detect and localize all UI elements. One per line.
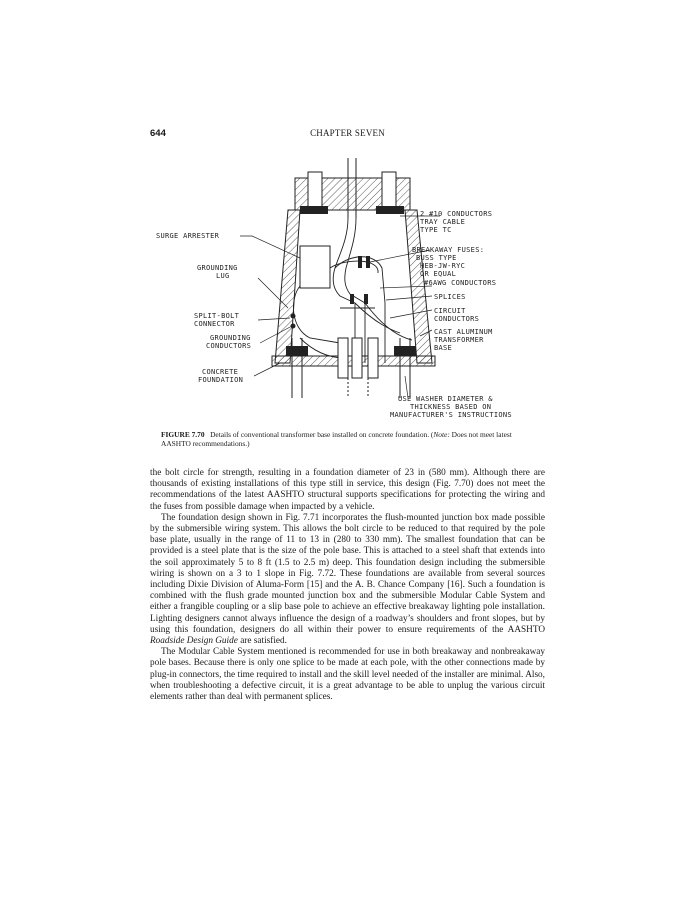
caption-label: FIGURE 7.70 (161, 430, 205, 439)
caption-note-label: Note: (433, 430, 450, 439)
label-tray-cable-1: 2 #10 CONDUCTORS (420, 210, 493, 218)
label-fuses-2: BUSS TYPE (416, 254, 457, 262)
label-grounding-lug-2: LUG (216, 272, 230, 280)
paragraph-2 (150, 513, 545, 647)
surge-arrester (300, 246, 330, 288)
label-fuses-4: OR EQUAL (420, 270, 457, 278)
label-awg-conductors: #6AWG CONDUCTORS (424, 279, 497, 287)
label-split-bolt-2: CONNECTOR (194, 320, 235, 328)
paragraph-2-part-1: The foundation design shown in Fig. 7.71 incorporates the flush-mounted junction box made possible by the submersible wiring system. This allows the bolt circle to be reduced to that required by the pole base plate, usually in the range of 11 to 13 in (280 to 330 mm). The smallest foundation that can be provided is a steel plate that is the size of the pole base. This is attached to a steel shaft that extends into the soil approximately 5 to 8 ft (1.5 to 2.5 m) deep. This foundation design including the submersible wiring is shown on a 3 to 1 slope in Fig. 7.72. These foundations are available from several sources including Dixie Division of Aluma-Form [15] and the A. B. Chance Company [16]. Such a foundation is combined with the flush grade mounted junction box and the submersible Modular Cable System and either a frangible coupling or a slip base pole to achieve an effective breakaway lighting pole installation. Lighting designers cannot always influence the design of a roadway’s shoulders and front slopes, but by using this foundation, designers do all within their power to ensure requirements of the AASHTO (150, 512, 545, 635)
label-transformer-base-1: CAST ALUMINUM (434, 328, 493, 336)
label-washer-2: THICKNESS BASED ON (410, 403, 492, 411)
foundation-bolts (286, 338, 416, 398)
pole-cap (295, 158, 410, 218)
label-split-bolt-1: SPLIT-BOLT (194, 312, 240, 320)
label-grounding-conductors-2: CONDUCTORS (206, 342, 252, 350)
page-header (150, 128, 545, 142)
transformer-base-diagram (150, 158, 540, 428)
caption-text: Details of conventional transformer base installed on concrete foundation. ( (210, 430, 434, 439)
body-text (150, 468, 545, 703)
label-circuit-conductors-2: CONDUCTORS (434, 315, 480, 323)
label-fuses-3: HEB-JW-RYC (420, 262, 466, 270)
paragraph-1: the bolt circle for strength, resulting in a foundation diameter of 23 in (580 mm). Although there are thousands of existing installations of this type still in service, this design (Fig. 7.70) does not meet the recommendations of the latest AASHTO structural supports specifications for protecting the wiring and the fuses from possible damage when impacted by a vehicle. (150, 468, 545, 512)
label-fuses-1: BREAKAWAY FUSES: (412, 246, 485, 254)
label-tray-cable-2: TRAY CABLE (420, 218, 466, 226)
caption-note-text: Does not meet latest AASHTO recommendations.) (161, 430, 512, 449)
figure-transformer-base (150, 158, 540, 428)
label-transformer-base-3: BASE (434, 344, 453, 352)
page-number: 644 (150, 128, 166, 139)
label-surge-arrester: SURGE ARRESTER (156, 232, 220, 240)
label-grounding-lug-1: GROUNDING (197, 264, 238, 272)
label-circuit-conductors-1: CIRCUIT (434, 307, 466, 315)
conduits (338, 338, 378, 398)
label-transformer-base-2: TRANSFORMER (434, 336, 484, 344)
label-washer-1: USE WASHER DIAMETER & (398, 395, 493, 403)
label-washer-3: MANUFACTURER'S INSTRUCTIONS (390, 411, 512, 419)
label-tray-cable-3: TYPE TC (420, 226, 452, 234)
figure-caption (161, 430, 531, 449)
paragraph-2-part-2: are satisfied. (237, 636, 287, 647)
paragraph-3: The Modular Cable System mentioned is recommended for use in both breakaway and nonbreakaway pole bases. Because there is only one splice to be made at each pole, with the other connections made by plug-in connectors, the time required to install and the skill level needed of the installer are minimal. Also, when troubleshooting a defective circuit, it is a great advantage to be able to unplug the various circuit elements rather than deal with permanent splices. (150, 647, 545, 703)
label-grounding-conductors-1: GROUNDING (210, 334, 251, 342)
label-concrete-foundation-1: CONCRETE (202, 368, 239, 376)
label-concrete-foundation-2: FOUNDATION (198, 376, 244, 384)
label-splices: SPLICES (434, 293, 466, 301)
chapter-title: CHAPTER SEVEN (310, 128, 385, 138)
paragraph-2-italic: Roadside Design Guide (150, 636, 238, 647)
